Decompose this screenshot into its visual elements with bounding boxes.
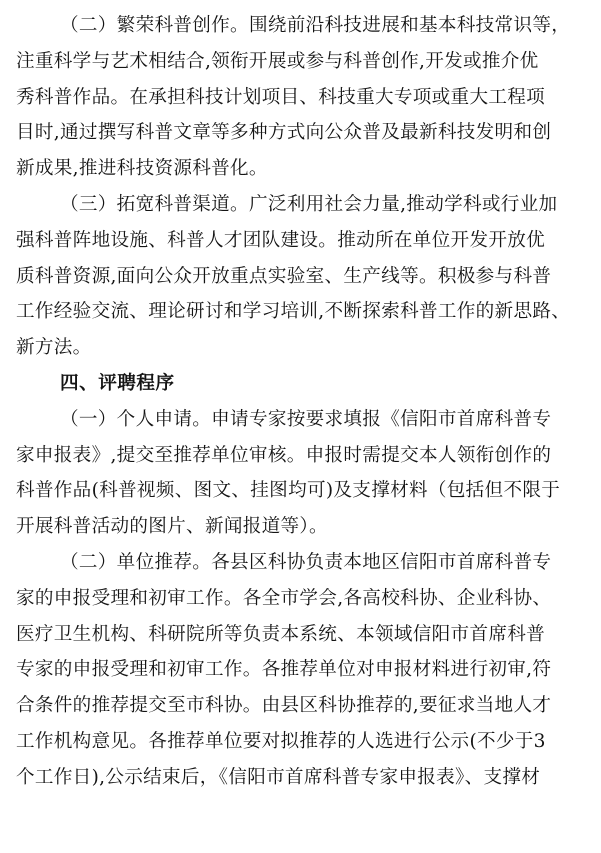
text-line: 新方法。	[16, 337, 92, 359]
text-line: （二）繁荣科普创作。围绕前沿科技进展和基本科技常识等，	[60, 15, 571, 36]
text-line: 注重科学与艺术相结合,领衔开展或参与科普创作,开发或推介优	[16, 50, 539, 72]
paragraph-expand-channels	[16, 187, 587, 366]
text-line: （二）单位推荐。各县区科协负责本地区信阳市首席科普专	[60, 551, 552, 573]
text-line: 新成果,推进科技资源科普化。	[16, 158, 268, 180]
paragraph-prosper-creation	[16, 8, 587, 187]
text-line: 医疗卫生机构、科研院所等负责本系统、本领域信阳市首席科普	[16, 623, 546, 645]
text-line: （一）个人申请。申请专家按要求填报《信阳市首席科普专	[60, 408, 552, 430]
text-line: （三）拓宽科普渠道。广泛利用社会力量,推动学科或行业加	[60, 193, 558, 215]
section-heading: 四、评聘程序	[60, 372, 175, 394]
paragraph-personal-application	[16, 402, 587, 545]
text-line: 合条件的推荐提交至市科协。由县区科协推荐的,要征求当地人才	[16, 695, 552, 717]
paragraph-unit-recommendation	[16, 545, 587, 796]
text-line: 个工作日),公示结束后，《信阳市首席科普专家申报表》、支撑材	[16, 766, 541, 788]
text-line: 目时,通过撰写科普文章等多种方式向公众普及最新科技发明和创	[16, 122, 552, 144]
text-line: 工作经验交流、理论研讨和学习培训,不断探索科普工作的新思路、	[16, 301, 571, 323]
text-line: 科普作品(科普视频、图文、挂图均可)及支撑材料（包括但不限于	[16, 480, 561, 502]
text-line: 家申报表》,提交至推荐单位审核。申报时需提交本人领衔创作的	[16, 444, 552, 466]
text-line: 强科普阵地设施、科普人才团队建设。推动所在单位开发开放优	[16, 229, 546, 251]
text-line: 工作机构意见。各推荐单位要对拟推荐的人选进行公示(不少于3	[16, 730, 546, 752]
text-line: 秀科普作品。在承担科技计划项目、科技重大专项或重大工程项	[16, 86, 546, 108]
text-line: 家的申报受理和初审工作。各全市学会,各高校科协、企业科协、	[16, 587, 552, 609]
text-line: 开展科普活动的图片、新闻报道等）。	[16, 516, 328, 538]
text-line: 专家的申报受理和初审工作。各推荐单位对申报材料进行初审,符	[16, 659, 552, 681]
text-line: 质科普资源,面向公众开放重点实验室、生产线等。积极参与科普	[16, 265, 552, 287]
